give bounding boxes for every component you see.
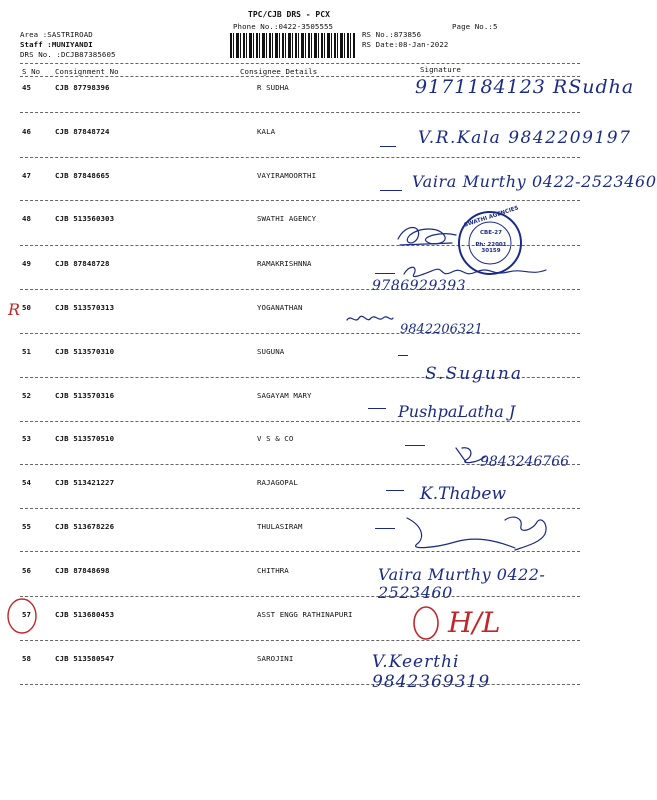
row-sno: 54 <box>22 478 32 487</box>
area-label: Area :SASTRIROAD <box>20 30 93 39</box>
header-rule-top <box>20 63 580 64</box>
row-divider <box>20 200 580 201</box>
signature-dash <box>398 355 408 356</box>
row-sno: 48 <box>22 214 32 223</box>
table-row <box>0 303 600 347</box>
row-consignment: CJB 513560303 <box>55 214 115 223</box>
col-sno: S No <box>22 67 41 76</box>
signature-dash <box>380 190 402 191</box>
tamil-signature-scribble <box>345 312 395 326</box>
signature-dash <box>368 408 386 409</box>
row-consignment: CJB 87848728 <box>55 259 110 268</box>
row-consignment: CJB 513570310 <box>55 347 115 356</box>
row-consignment: CJB 513680453 <box>55 610 115 619</box>
signature-phone: 9842206321 <box>400 322 483 337</box>
phone-number: Phone No.:0422-3505555 <box>233 22 334 31</box>
signature-phone: 9786929393 <box>372 278 467 294</box>
row-consignee: SAGAYAM MARY <box>257 391 312 400</box>
col-consignment: Consignment No <box>55 67 119 76</box>
row-divider <box>20 112 580 113</box>
row-sno: 58 <box>22 654 32 663</box>
row-consignee: THULASIRAM <box>257 522 303 531</box>
row-consignee: R SUDHA <box>257 83 289 92</box>
row-consignee: RAJAGOPAL <box>257 478 298 487</box>
house-locked-mark: H/L <box>448 606 501 639</box>
row-divider <box>20 333 580 334</box>
signature-text: S.Suguna <box>425 364 523 384</box>
signature-scribble <box>392 217 462 251</box>
row-sno: 45 <box>22 83 32 92</box>
row-sno: 56 <box>22 566 32 575</box>
rs-date: RS Date:08-Jan-2022 <box>362 40 449 49</box>
row-consignment: CJB 87848665 <box>55 171 110 180</box>
row-consignee: CHITHRA <box>257 566 289 575</box>
row-consignment: CJB 513570510 <box>55 434 115 443</box>
row-consignment: CJB 87848698 <box>55 566 110 575</box>
row-consignee: VAYIRAMOORTHI <box>257 171 317 180</box>
row-sno: 49 <box>22 259 32 268</box>
signature-dash <box>386 490 404 491</box>
row-sno: 50 <box>22 303 32 312</box>
signature-dash <box>375 273 395 274</box>
staff-label: Staff :MUNIYANDI <box>20 40 93 49</box>
row-sno: 52 <box>22 391 32 400</box>
signature-dash <box>405 445 425 446</box>
stamp-text-city: CBE-27 <box>480 230 502 236</box>
row-consignee: ASST ENGG RATHINAPURI <box>257 610 353 619</box>
barcode <box>230 33 355 58</box>
signature-phone: 9843246766 <box>480 454 570 470</box>
row-divider <box>20 157 580 158</box>
row-divider <box>20 508 580 509</box>
signature-text: Vaira Murthy 0422-2523460 <box>412 172 657 191</box>
drs-number: DRS No. :DCJB87385605 <box>20 50 116 59</box>
signature-text: Vaira Murthy 0422-2523460 <box>378 565 546 602</box>
row-consignment: CJB 513678226 <box>55 522 115 531</box>
stamp-text-top: SWATHI AGENCIES <box>463 205 520 229</box>
row-consignment: CJB 513421227 <box>55 478 115 487</box>
row-consignee: SUGUNA <box>257 347 285 356</box>
signature-text: PushpaLatha J <box>398 402 516 421</box>
signature-dash <box>380 146 396 147</box>
row-consignee: V S & CO <box>257 434 294 443</box>
signature-text: K.Thabew <box>420 484 507 504</box>
red-mark-glyph: R <box>8 300 21 319</box>
signature-phone: 9171184123 RSudha <box>415 76 635 98</box>
document-title: TPC/CJB DRS - PCX <box>248 10 330 19</box>
row-divider <box>20 289 580 290</box>
signature-scribble <box>395 512 555 556</box>
signature-dash <box>375 528 395 529</box>
row-consignee: SAROJINI <box>257 654 294 663</box>
red-circle-mark <box>4 596 40 636</box>
row-consignment: CJB 513570313 <box>55 303 115 312</box>
stamp-text-phone: Ph: 22001 30159 <box>475 242 507 254</box>
row-sno: 51 <box>22 347 32 356</box>
row-sno: 47 <box>22 171 32 180</box>
row-sno: 53 <box>22 434 32 443</box>
table-row <box>0 610 600 654</box>
row-sno: 57 <box>22 610 32 619</box>
row-consignment: CJB 513570316 <box>55 391 115 400</box>
row-sno: 55 <box>22 522 32 531</box>
row-consignment: CJB 513580547 <box>55 654 115 663</box>
row-sno: 46 <box>22 127 32 136</box>
row-consignee: KALA <box>257 127 276 136</box>
row-divider <box>20 421 580 422</box>
signature-text: V.R.Kala 9842209197 <box>418 128 632 148</box>
rs-number: RS No.:873856 <box>362 30 422 39</box>
signature-text: V.Keerthi 9842369319 <box>372 652 491 692</box>
page-number: Page No.:5 <box>452 22 498 31</box>
col-consignee: Consignee Details <box>240 67 318 76</box>
row-consignment: CJB 87848724 <box>55 127 110 136</box>
row-consignment: CJB 87798396 <box>55 83 110 92</box>
row-divider <box>20 640 580 641</box>
row-consignee: RAMAKRISHNNA <box>257 259 312 268</box>
row-consignee: SWATHI AGENCY <box>257 214 317 223</box>
row-consignee: YOGANATHAN <box>257 303 303 312</box>
col-signature: Signature <box>420 65 461 74</box>
red-circle-mark <box>410 603 442 643</box>
